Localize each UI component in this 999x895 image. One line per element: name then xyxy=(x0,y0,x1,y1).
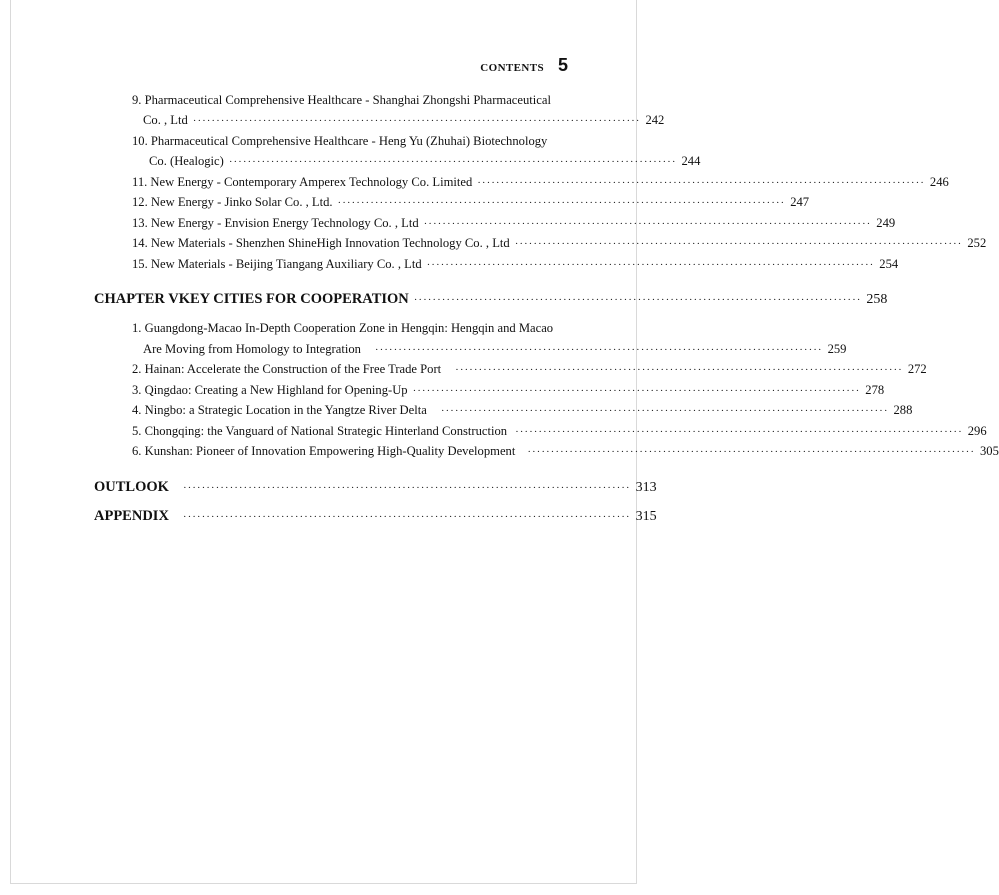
toc-entry-text: Co. , Ltd xyxy=(143,113,188,127)
document-page xyxy=(10,0,999,884)
toc-page-number: 252 xyxy=(967,236,987,250)
section-page-number: 313 xyxy=(635,480,657,495)
toc-entry-text: 3. Qingdao: Creating a New Highland for Opening-Up xyxy=(132,383,408,397)
running-header xyxy=(480,55,568,76)
toc-entry-text: 1. Guangdong-Macao In-Depth Cooperation Zone in Hengqin: Hengqin and Macao xyxy=(132,321,554,335)
toc-entry-13[interactable] xyxy=(132,216,896,231)
toc-page-number: 242 xyxy=(645,113,665,127)
toc-entry-10-line2[interactable] xyxy=(149,154,701,169)
toc-page-number: 305 xyxy=(980,444,999,458)
leader-dots: ································································································ xyxy=(423,218,872,230)
toc-entry-12[interactable] xyxy=(132,195,810,210)
toc-entry-text: 4. Ningbo: a Strategic Location in the Yangtze River Delta xyxy=(132,403,427,417)
toc-entry-15[interactable] xyxy=(132,257,899,272)
leader-dots: ································································································ xyxy=(182,511,631,523)
toc-entry-text: 11. New Energy - Contemporary Amperex Technology Co. Limited xyxy=(132,175,473,189)
toc-city-4[interactable] xyxy=(132,403,913,418)
leader-dots: ································································································ xyxy=(192,115,641,127)
toc-city-5[interactable] xyxy=(132,424,987,439)
toc-entry-11[interactable] xyxy=(132,175,949,190)
toc-entry-text: Are Moving from Homology to Integration xyxy=(143,342,361,356)
chapter-5-heading[interactable] xyxy=(94,291,888,308)
header-label: CONTENTS xyxy=(480,62,544,74)
outlook-heading[interactable] xyxy=(94,479,657,496)
page-number: 5 xyxy=(557,55,568,75)
appendix-heading[interactable] xyxy=(94,508,657,525)
toc-entry-text: 12. New Energy - Jinko Solar Co. , Ltd. xyxy=(132,195,333,209)
toc-entry-9-line1[interactable] xyxy=(132,93,551,108)
leader-dots: ································································································ xyxy=(426,259,875,271)
toc-entry-9-line2[interactable] xyxy=(143,113,665,128)
toc-entry-10-line1[interactable] xyxy=(132,134,547,149)
toc-page-number: 244 xyxy=(681,154,701,168)
toc-page-number: 247 xyxy=(790,195,810,209)
toc-page-number: 288 xyxy=(893,403,913,417)
leader-dots: ································································································ xyxy=(440,405,889,417)
toc-page-number: 249 xyxy=(876,216,896,230)
toc-entry-text: 2. Hainan: Accelerate the Construction of the Free Trade Port xyxy=(132,362,442,376)
leader-dots: ································································································ xyxy=(515,426,963,438)
leader-dots: ································································································ xyxy=(228,156,677,168)
toc-city-6[interactable] xyxy=(132,444,999,459)
toc-page-number: 254 xyxy=(879,257,899,271)
leader-dots: ································································································ xyxy=(477,177,925,189)
toc-entry-text: 5. Chongqing: the Vanguard of National Strategic Hinterland Construction xyxy=(132,424,508,438)
toc-entry-14[interactable] xyxy=(132,236,987,251)
toc-entry-text: 13. New Energy - Envision Energy Technology Co. , Ltd xyxy=(132,216,419,230)
chapter-label: CHAPTER V xyxy=(94,291,179,307)
toc-entry-text: Co. (Healogic) xyxy=(149,154,224,168)
toc-page-number: 296 xyxy=(967,424,987,438)
toc-entry-text: 9. Pharmaceutical Comprehensive Healthcare - Shanghai Zhongshi Pharmaceutical xyxy=(132,93,551,107)
chapter-title: KEY CITIES FOR COOPERATION xyxy=(178,291,409,307)
toc-entry-text: 14. New Materials - Shenzhen ShineHigh Innovation Technology Co. , Ltd xyxy=(132,236,510,250)
section-title: OUTLOOK xyxy=(94,479,169,495)
section-page-number: 315 xyxy=(635,509,657,524)
leader-dots: ································································································ xyxy=(527,446,975,458)
toc-page-number: 272 xyxy=(907,362,927,376)
toc-page-number: 259 xyxy=(827,342,847,356)
leader-dots: ································································································ xyxy=(412,385,861,397)
toc-city-1-line2[interactable] xyxy=(143,342,847,357)
leader-dots: ································································································ xyxy=(514,238,963,250)
toc-city-1-line1[interactable] xyxy=(132,321,553,336)
leader-dots: ································································································ xyxy=(374,344,823,356)
leader-dots: ································································································ xyxy=(413,294,862,306)
leader-dots: ································································································ xyxy=(337,197,786,209)
section-title: APPENDIX xyxy=(94,508,169,524)
toc-city-2[interactable] xyxy=(132,362,927,377)
toc-entry-text: 6. Kunshan: Pioneer of Innovation Empowering High-Quality Development xyxy=(132,444,516,458)
chapter-page-number: 258 xyxy=(866,292,888,307)
toc-city-3[interactable] xyxy=(132,383,885,398)
leader-dots: ································································································ xyxy=(182,482,631,494)
toc-page-number: 278 xyxy=(865,383,885,397)
leader-dots: ································································································ xyxy=(455,364,903,376)
toc-entry-text: 15. New Materials - Beijing Tiangang Auxiliary Co. , Ltd xyxy=(132,257,422,271)
toc-entry-text: 10. Pharmaceutical Comprehensive Healthcare - Heng Yu (Zhuhai) Biotechnology xyxy=(132,134,548,148)
toc-page-number: 246 xyxy=(929,175,949,189)
